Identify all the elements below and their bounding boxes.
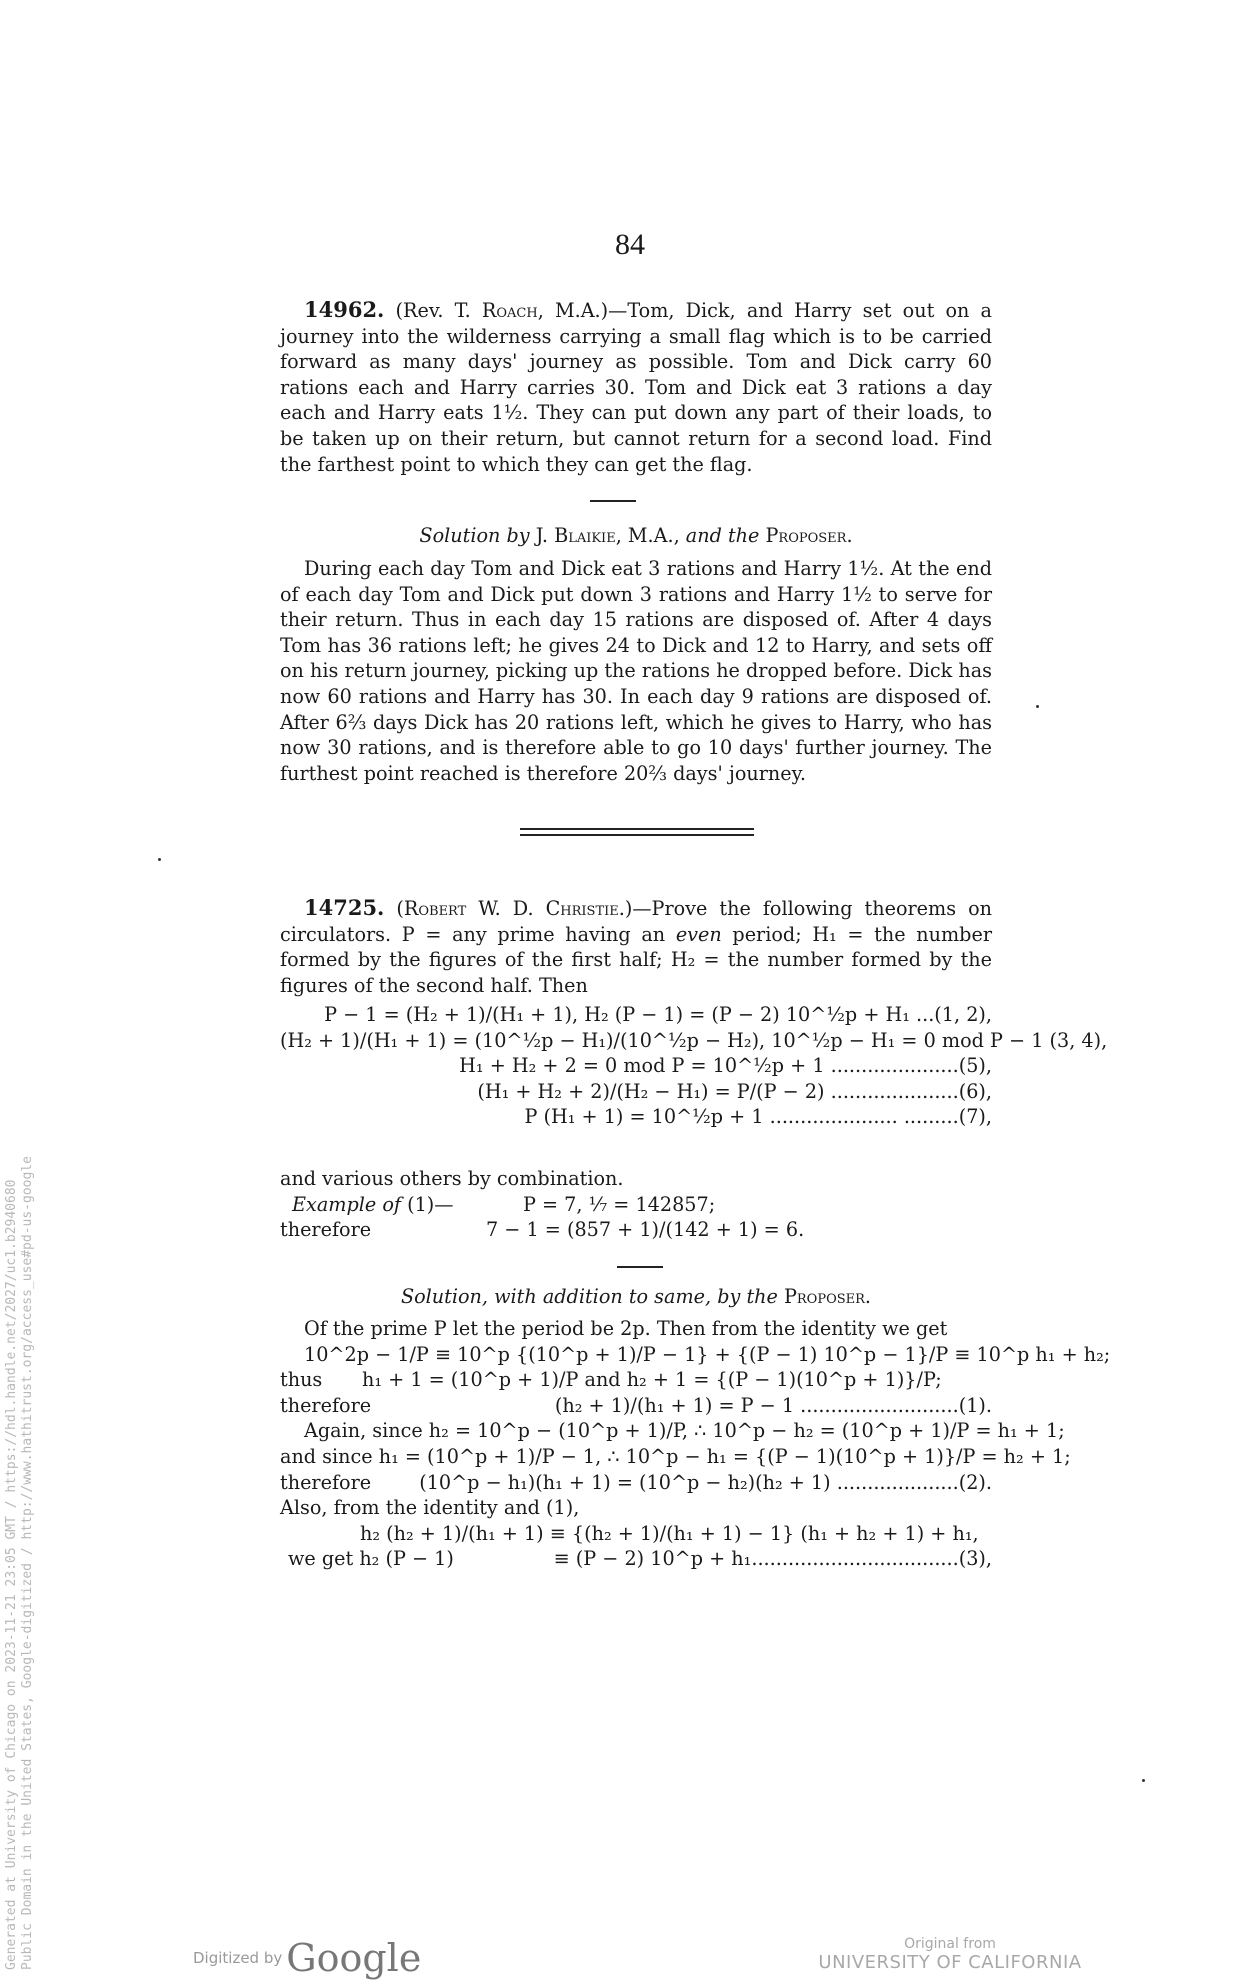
equation-3-4: (H₂ + 1)/(H₁ + 1) = (10^½p − H₁)/(10^½p − H₂), 10^½p − H₁ = 0 mod P − 1 (3, 4), [280,1028,1108,1052]
equation-7: P (H₁ + 1) = 10^½p + 1 ..................... .........(7), [524,1105,992,1129]
author-close: .) [618,897,633,920]
author-close: , M.A.) [537,299,609,322]
we-get-label: we get h₂ (P − 1) [288,1547,454,1571]
heading-italic: Solution, with addition to same, by the [400,1285,778,1308]
page-number: 84 [615,228,645,261]
equation-3: ≡ (P − 2) 10^p + h₁..................................(3), [553,1547,992,1571]
therefore-label: therefore [280,1393,372,1417]
example-label: Example of [292,1192,401,1216]
problem-text: —Prove the following theorems on circulators. P = any prime having an [280,897,992,946]
double-rule-bottom [520,834,754,836]
therefore-label: therefore [280,1218,372,1242]
digitized-by-label: Digitized by [193,1949,283,1967]
solution-14962-text [280,556,992,786]
also-equation: h₂ (h₂ + 1)/(h₁ + 1) ≡ {(h₂ + 1)/(h₁ + 1) − 1} (h₁ + h₂ + 1) + h₁, [360,1521,979,1545]
thus-equation: h₁ + 1 = (10^p + 1)/P and h₂ + 1 = {(P − 1)(10^p + 1)}/P; [362,1368,942,1392]
speck [1036,705,1039,708]
identity-equation: 10^2p − 1/P ≡ 10^p {(10^p + 1)/P − 1} + {(P − 1) 10^p − 1}/P ≡ 10^p h₁ + h₂; [304,1342,1111,1366]
hathitrust-watermark [4,1156,36,1970]
author-name: Robert W. D. Christie [403,897,619,920]
section-divider [617,1266,663,1268]
solution-14725-text [280,1316,1111,1572]
thus-label: thus [280,1368,323,1392]
solution-intro: Of the prime P let the period be 2p. Then from the identity we get [304,1317,948,1340]
speck [158,858,161,861]
and-since-equation: and since h₁ = (10^p + 1)/P − 1, ∴ 10^p − h₁ = {(P − 1)(10^p + 1)}/P = h₂ + 1; [280,1444,1071,1468]
heading-proposer: Proposer. [777,1285,872,1308]
heading-italic: Solution by [419,524,530,547]
author-open: (Rev. T. [395,299,482,322]
solution-paragraph: During each day Tom and Dick eat 3 rations and Harry 1½. At the end of each day Tom and Dick put down 3 rations and Harry 1½ to serve for their return. Thus in each day 15 rations are disposed of. After 4 days Tom has 36 rations left; he gives 24 to Dick and 12 to Harry, and sets off on his return journey, picking up the rations he dropped before. Dick has now 60 rations and Harry has 30. In each day 9 rations are disposed of. After 6⅔ days Dick has 20 rations left, which he gives to Harry, who has now 30 rations, and is therefore able to go 10 days' further journey. The furthest point reached is therefore 20⅔ days' journey. [280,557,992,785]
equation-1-2: P − 1 = (H₂ + 1)/(H₁ + 1), H₂ (P − 1) = (P − 2) 10^½p + H₁ ...(1, 2), [324,1003,992,1026]
problem-number: 14962. [304,297,385,322]
section-divider [590,500,636,502]
double-rule-top [520,828,754,830]
author-open: ( [396,897,404,920]
heading-proposer: Proposer. [759,524,853,547]
watermark-line-2: Public Domain in the United States, Google-digitized / http://www.hathitrust.org/access_use#pd-us-google [20,1156,35,1970]
therefore-label: therefore [280,1470,372,1494]
problem-14962 [280,297,992,477]
problem-text: —Tom, Dick, and Harry set out on a journey into the wilderness carrying a small flag which is to be carried forward as many days' journey as possible. Tom and Dick carry 60 rations each and Harry carries 30. Tom and Dick eat 3 rations a day each and Harry eats 1½. They can put down any part of their loads, to be taken up on their return, but cannot return for a second load. Find the farthest point to which they can get the flag. [280,299,992,476]
digitized-by-google [193,1936,421,1980]
watermark-line-1: Generated at University of Chicago on 2023-11-21 23:05 GMT / https://hdl.handle.net/2027/uc1.b2940680 [4,1179,19,1970]
heading-italic: and the [685,524,760,547]
speck [1142,1779,1145,1782]
equation-5: H₁ + H₂ + 2 = 0 mod P = 10^½p + 1 .....................(5), [459,1054,992,1078]
institution-name: UNIVERSITY OF CALIFORNIA [818,1952,1082,1973]
original-from-label: Original from [904,1936,996,1952]
author-name: Roach [481,299,538,322]
solution-heading-2 [280,1284,992,1310]
therefore-equation: 7 − 1 = (857 + 1)/(142 + 1) = 6. [486,1218,805,1242]
example-ref: (1)— [401,1192,454,1216]
also-text: Also, from the identity and (1), [280,1496,580,1520]
solution-heading [280,523,992,549]
emphasis-even: even [675,922,722,946]
google-logo: Google [286,1936,422,1980]
again-equation: Again, since h₂ = 10^p − (10^p + 1)/P, ∴ 10^p − h₂ = (10^p + 1)/P = h₁ + 1; [304,1419,1065,1443]
equation-2: (10^p − h₁)(h₁ + 1) = (10^p − h₂)(h₂ + 1) ....................(2). [419,1470,992,1494]
problem-14725 [280,895,992,998]
heading-mid: , M.A., [615,524,686,547]
heading-solver: Blaikie [554,524,616,547]
after-equations [280,1166,992,1243]
original-from [800,1936,1100,1973]
after-equations-text: and various others by combination. [280,1167,624,1190]
example-equation: P = 7, ⅐ = 142857; [523,1192,716,1216]
equations-block [280,1002,1108,1130]
problem-number: 14725. [304,895,385,920]
equation-1: (h₂ + 1)/(h₁ + 1) = P − 1 ..........................(1). [554,1393,992,1417]
equation-6: (H₁ + H₂ + 2)/(H₂ − H₁) = P/(P − 2) .....................(6), [477,1079,992,1103]
problem-text-cont: period; H₁ = the number formed by the figures of the first half; H₂ = the number formed by the figures of the second half. Then [280,922,992,997]
heading-name: J. [529,524,555,547]
